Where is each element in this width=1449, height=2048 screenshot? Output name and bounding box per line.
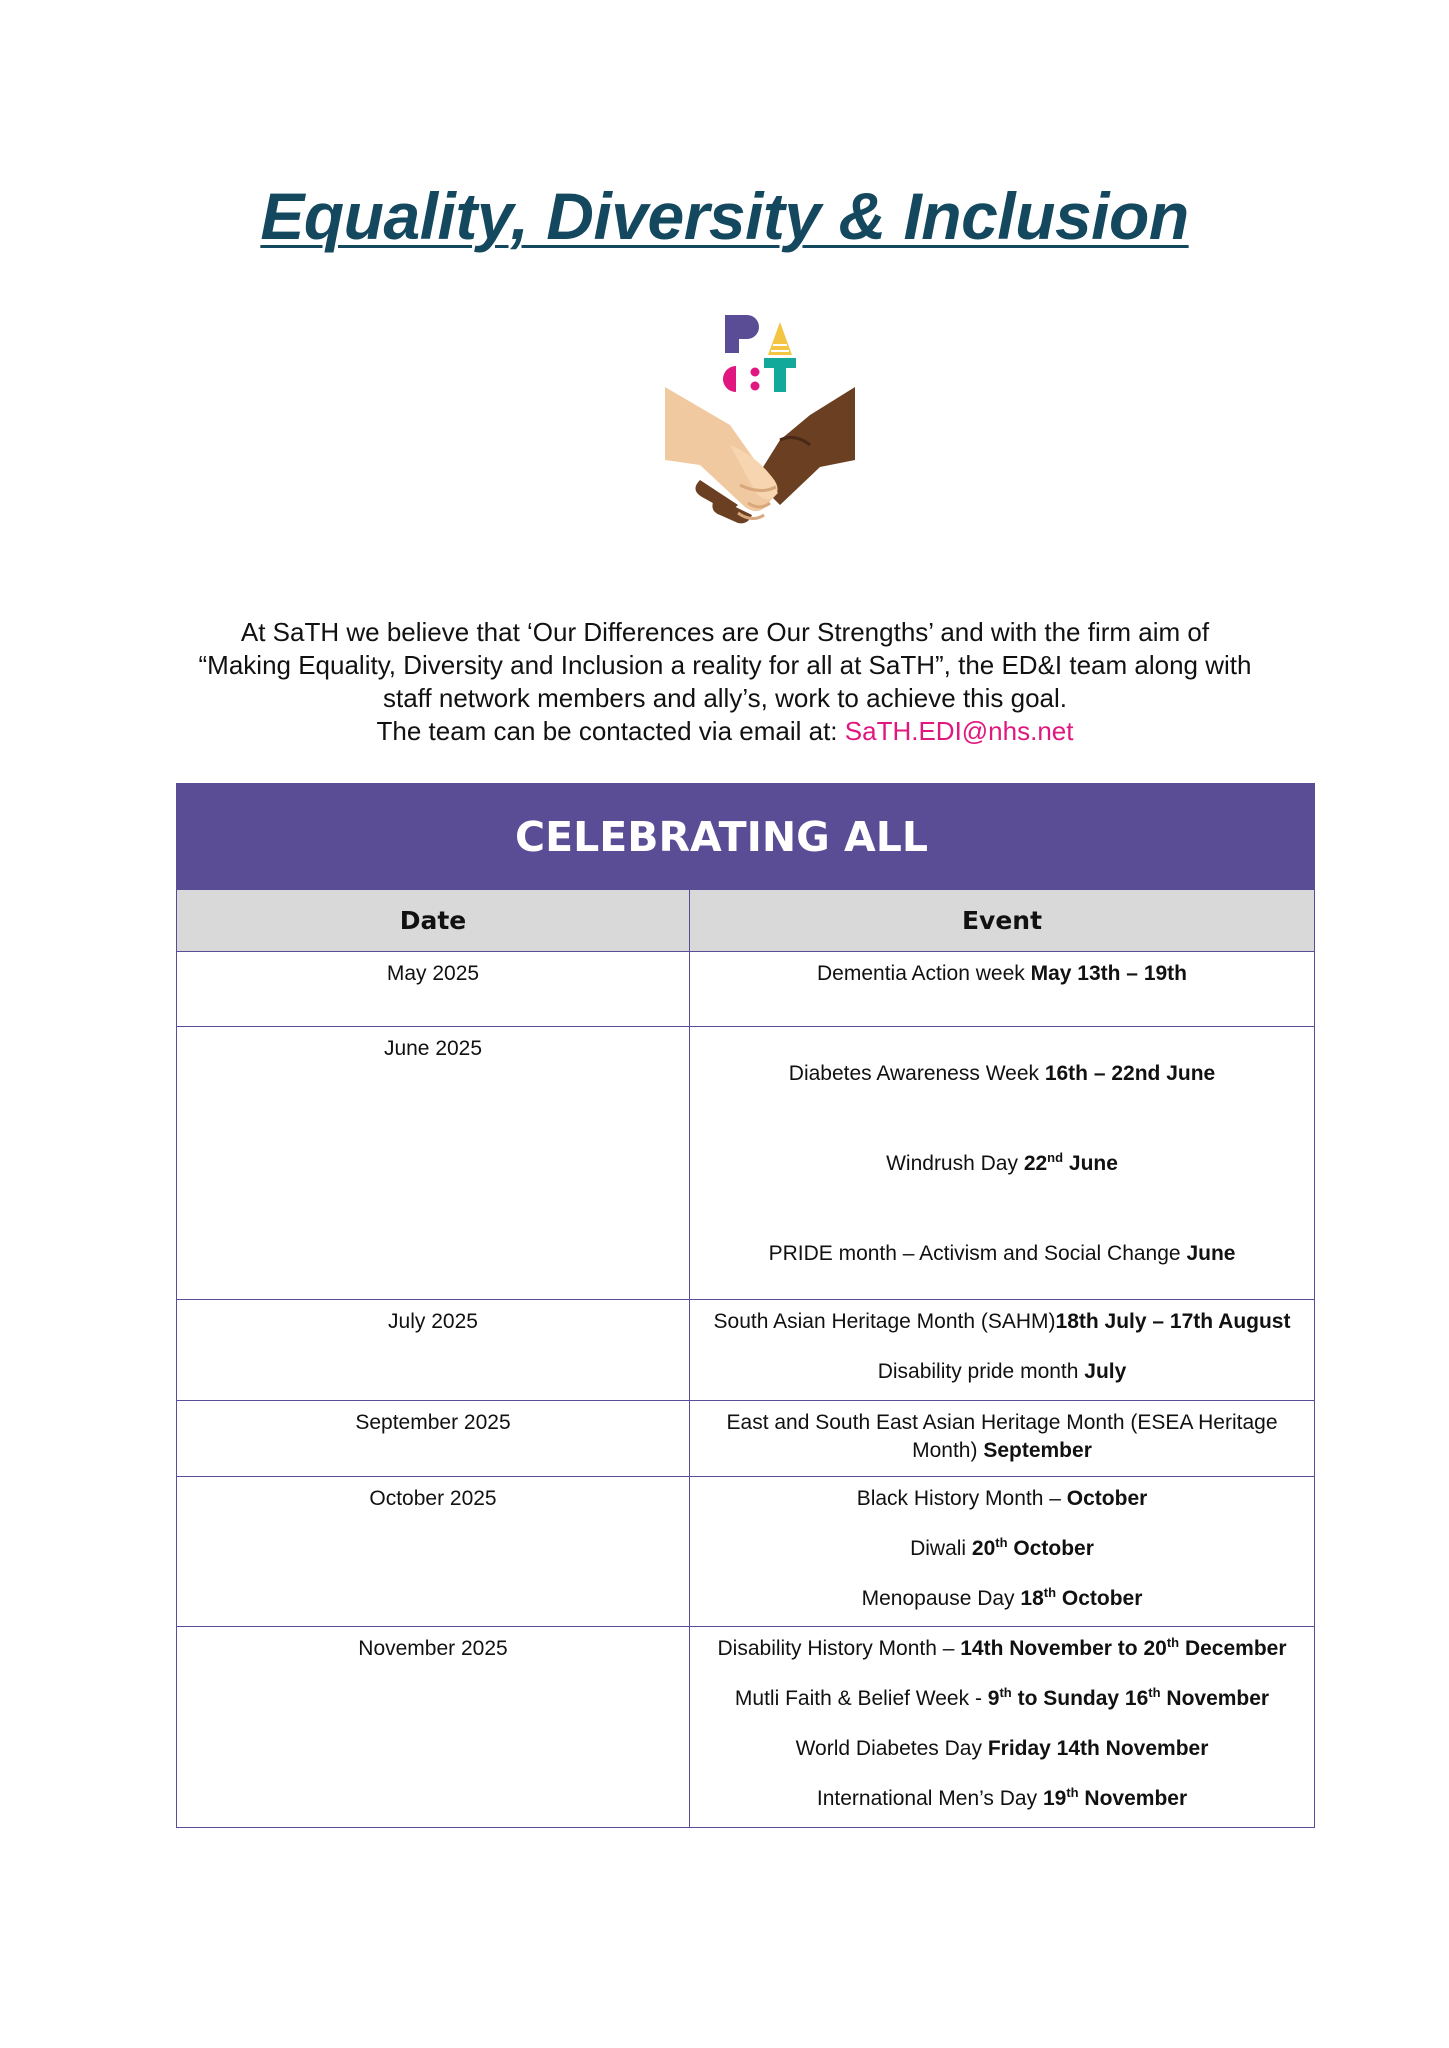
table-row bbox=[177, 952, 1315, 1027]
intro-line: At SaTH we believe that ‘Our Differences are Our Strengths’ and with the firm aim of bbox=[240, 617, 1210, 647]
event-item bbox=[690, 1152, 1314, 1176]
date-label: October 2025 bbox=[369, 1487, 497, 1510]
event-sup: th bbox=[999, 1685, 1012, 1700]
event-text: Menopause Day bbox=[861, 1587, 1021, 1610]
event-bold: 18 bbox=[1020, 1587, 1044, 1610]
event-text: International Men’s Day bbox=[816, 1787, 1043, 1810]
event-text: Diwali bbox=[910, 1537, 972, 1560]
table-banner bbox=[177, 784, 1315, 890]
intro-text bbox=[140, 616, 1310, 748]
event-item bbox=[690, 1242, 1314, 1266]
event-bold: 9 bbox=[987, 1687, 1000, 1710]
event-text: Disability pride month bbox=[877, 1360, 1085, 1383]
event-sup2: th bbox=[1148, 1685, 1161, 1700]
event-bold2: June bbox=[1063, 1152, 1118, 1175]
event-item bbox=[690, 1737, 1314, 1761]
event-bold2: October bbox=[1056, 1587, 1143, 1610]
table-row bbox=[177, 1477, 1315, 1627]
date-cell bbox=[177, 1477, 690, 1627]
table-row bbox=[177, 1627, 1315, 1828]
event-item bbox=[690, 1637, 1314, 1661]
events-table bbox=[176, 783, 1315, 1828]
event-bold: 14th November to 20 bbox=[960, 1637, 1167, 1660]
event-item bbox=[690, 1439, 1314, 1463]
event-bold2: November bbox=[1078, 1787, 1188, 1810]
event-bold: July bbox=[1084, 1360, 1127, 1383]
column-header-date: Date bbox=[177, 890, 690, 952]
event-sup: th bbox=[1066, 1785, 1079, 1800]
event-cell bbox=[690, 1300, 1315, 1401]
date-cell bbox=[177, 1027, 690, 1300]
event-cell bbox=[690, 1627, 1315, 1828]
event-item bbox=[690, 1411, 1314, 1435]
event-cell bbox=[690, 1027, 1315, 1300]
event-sup: th bbox=[1043, 1585, 1057, 1600]
event-cell bbox=[690, 1477, 1315, 1627]
date-label: November 2025 bbox=[358, 1637, 508, 1660]
event-item bbox=[690, 1310, 1314, 1334]
event-item bbox=[690, 1537, 1314, 1561]
event-text: East and South East Asian Heritage Month (ESEA Heritage bbox=[726, 1411, 1278, 1434]
date-label: June 2025 bbox=[383, 1037, 483, 1060]
intro-line: “Making Equality, Diversity and Inclusion a reality for all at SaTH”, the ED&I team along with bbox=[198, 650, 1252, 680]
event-bold: June bbox=[1186, 1242, 1236, 1265]
event-bold2: December bbox=[1179, 1637, 1287, 1660]
event-bold: October bbox=[1066, 1487, 1148, 1510]
event-text: Dementia Action week bbox=[817, 962, 1031, 985]
date-label: May 2025 bbox=[386, 962, 480, 985]
event-item bbox=[690, 1787, 1314, 1811]
event-text: World Diabetes Day bbox=[795, 1737, 988, 1760]
email-link[interactable]: SaTH.EDI@nhs.net bbox=[844, 716, 1074, 746]
edi-logo bbox=[660, 310, 870, 540]
event-bold2: to Sunday 16 bbox=[1011, 1687, 1149, 1710]
contact-label: The team can be contacted via email at: bbox=[376, 716, 845, 746]
column-header-event: Event bbox=[690, 890, 1315, 952]
event-bold: 16th – 22nd June bbox=[1044, 1062, 1216, 1085]
event-sup: th bbox=[995, 1535, 1008, 1550]
event-text: Diabetes Awareness Week bbox=[788, 1062, 1045, 1085]
event-bold2: October bbox=[1007, 1537, 1094, 1560]
event-item bbox=[690, 1360, 1314, 1384]
event-item bbox=[690, 1062, 1314, 1086]
event-item bbox=[690, 962, 1314, 986]
date-label: September 2025 bbox=[355, 1411, 511, 1434]
table-body bbox=[177, 952, 1315, 1828]
event-bold: 20 bbox=[971, 1537, 996, 1560]
event-text: PRIDE month – Activism and Social Change bbox=[768, 1242, 1187, 1265]
event-bold: September bbox=[983, 1439, 1092, 1462]
table-row bbox=[177, 1300, 1315, 1401]
table-row bbox=[177, 1401, 1315, 1477]
event-sup: nd bbox=[1047, 1150, 1064, 1165]
event-bold3: November bbox=[1160, 1687, 1270, 1710]
handshake-icon bbox=[660, 385, 870, 545]
event-bold: 22 bbox=[1023, 1152, 1048, 1175]
date-cell bbox=[177, 1401, 690, 1477]
date-cell bbox=[177, 1627, 690, 1828]
event-text: Month) bbox=[912, 1439, 984, 1462]
event-bold: 18th July – 17th August bbox=[1055, 1310, 1291, 1333]
banner-title: CELEBRATING ALL bbox=[515, 812, 929, 861]
event-cell bbox=[690, 1401, 1315, 1477]
event-sup: th bbox=[1166, 1635, 1180, 1650]
event-text: Mutli Faith & Belief Week - bbox=[734, 1687, 988, 1710]
date-cell bbox=[177, 1300, 690, 1401]
event-item bbox=[690, 1587, 1314, 1611]
event-bold: May 13th – 19th bbox=[1030, 962, 1188, 985]
event-cell bbox=[690, 952, 1315, 1027]
page-title: Equality, Diversity & Inclusion bbox=[260, 179, 1189, 253]
event-item bbox=[690, 1687, 1314, 1711]
intro-line bbox=[140, 715, 1310, 748]
event-text: South Asian Heritage Month (SAHM) bbox=[713, 1310, 1056, 1333]
event-bold: Friday 14th November bbox=[987, 1737, 1209, 1760]
date-cell bbox=[177, 952, 690, 1027]
intro-line: staff network members and ally’s, work to achieve this goal. bbox=[382, 683, 1068, 713]
event-item bbox=[690, 1487, 1314, 1511]
table-row bbox=[177, 1027, 1315, 1300]
date-label: July 2025 bbox=[388, 1310, 478, 1333]
event-text: Black History Month – bbox=[856, 1487, 1067, 1510]
event-text: Windrush Day bbox=[886, 1152, 1024, 1175]
event-text: Disability History Month – bbox=[717, 1637, 961, 1660]
event-bold: 19 bbox=[1042, 1787, 1067, 1810]
